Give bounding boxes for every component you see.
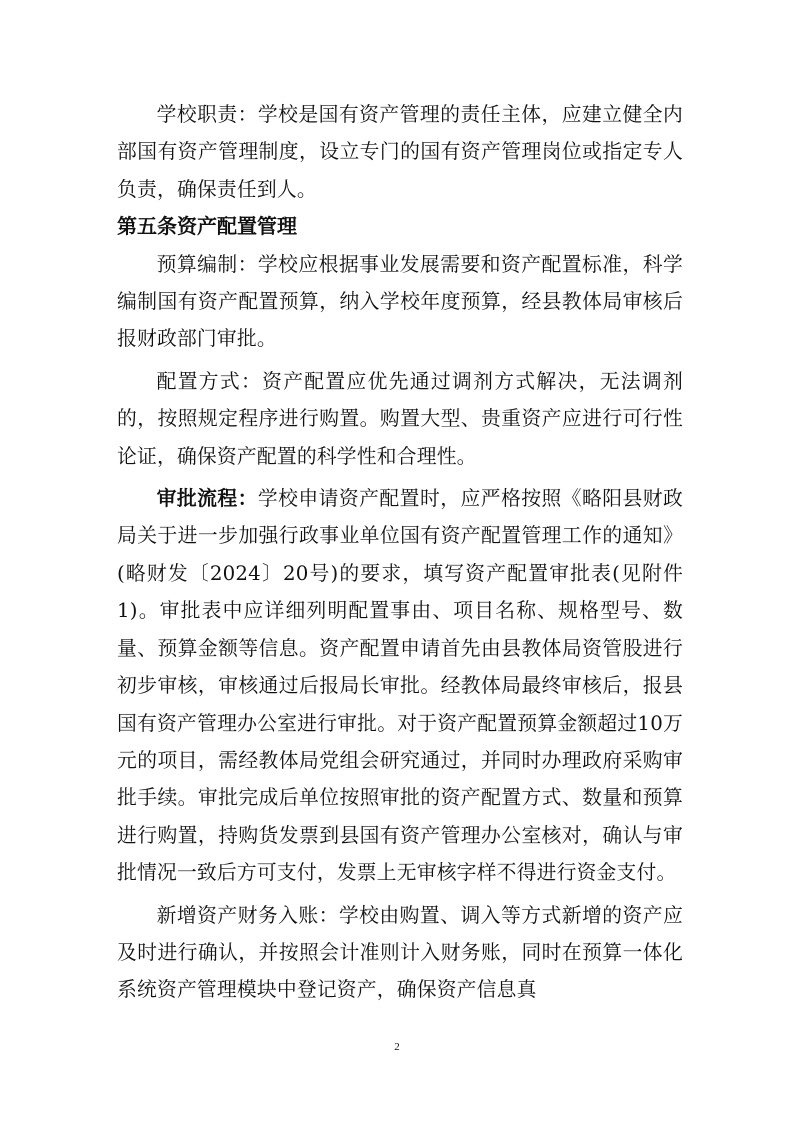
paragraph-text: 预算编制：学校应根据事业发展需要和资产配置标准，科学编制国有资产配置预算，纳入学校年度预算，经县教体局审核后报财政部门审批。 — [117, 252, 683, 351]
document-body — [117, 96, 683, 1009]
paragraph-approval-process — [117, 480, 683, 891]
paragraph-budget — [117, 246, 683, 358]
page-number: 2 — [394, 1041, 400, 1053]
paragraph-text: 学校申请资产配置时，应严格按照《略阳县财政局关于进一步加强行政事业单位国有资产配置管理工作的通知》(略财发〔2024〕20号)的要求，填写资产配置审批表(见附件1)。审批表中应详细列明配置事由、项目名称、规格型号、数量、预算金额等信息。资产配置申请首先由县教体局资管股进行初步审核，审核通过后报局长审批。经教体局最终审核后，报县国有资产管理办公室进行审批。对于资产配置预算金额超过10万元的项目，需经教体局党组会研究通过，并同时办理政府采购审批手续。审批完成后单位按照审批的资产配置方式、数量和预算进行购置，持购货发票到县国有资产管理办公室核对，确认与审批情况一致后方可支付，发票上无审核字样不得进行资金支付。 — [117, 487, 683, 885]
paragraph-text: 学校职责：学校是国有资产管理的责任主体，应建立健全内部国有资产管理制度，设立专门的国有资产管理岗位或指定专人负责，确保责任到人。 — [117, 103, 683, 201]
paragraph-text: 配置方式：资产配置应优先通过调剂方式解决，无法调剂的，按照规定程序进行购置。购置大型、贵重资产应进行可行性论证，确保资产配置的科学性和合理性。 — [117, 369, 683, 468]
paragraph-lead: 审批流程： — [156, 486, 258, 511]
section-heading: 第五条资产配置管理 — [117, 214, 297, 239]
paragraph-new-asset-entry — [117, 897, 683, 1009]
paragraph-text: 新增资产财务入账：学校由购置、调入等方式新增的资产应及时进行确认，并按照会计准则计入财务账，同时在预算一体化系统资产管理模块中登记资产，确保资产信息真 — [117, 903, 683, 1002]
paragraph-school-duty — [117, 96, 683, 208]
paragraph-allocation-method — [117, 363, 683, 475]
